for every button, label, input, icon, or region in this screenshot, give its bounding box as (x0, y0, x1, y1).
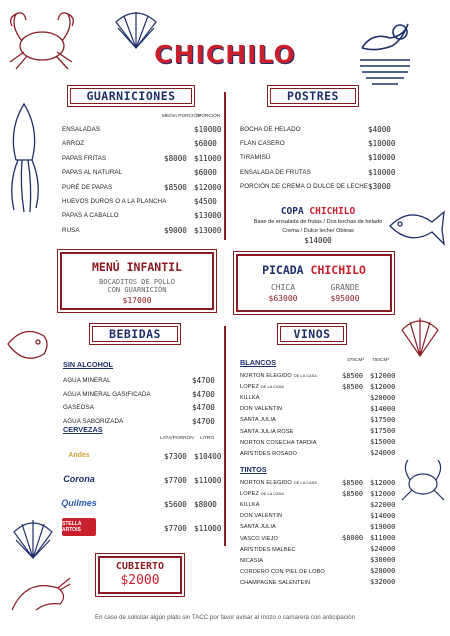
drink-item-name: AGUA MINERAL (63, 377, 111, 384)
menu-item-price: $12000 (194, 182, 222, 192)
footer-note: En caso de solicitar algún plato sin TACC por favor avisar al mozo o camarera con anticipación (94, 614, 356, 621)
wine-item (240, 440, 317, 446)
wine-half-price: $8500 (342, 382, 364, 391)
wine-name: LOPEZ (240, 384, 259, 391)
picada-chica-label: CHICA (270, 283, 296, 292)
wine-item (240, 491, 284, 497)
menu-item-name: FLAN CASERO (240, 140, 285, 148)
beer-lata-price: $7700 (164, 524, 187, 533)
menu-item-price: $6000 (194, 168, 217, 178)
beer-lata-price: $5600 (164, 500, 187, 509)
drink-item-price: $4700 (192, 376, 215, 385)
wine-name: NORTON ELEGIDO (240, 480, 292, 486)
menu-item-half-price: $8500 (164, 182, 187, 192)
wine-half-price: $8500 (342, 478, 364, 487)
column-375: 375CM³ (347, 358, 365, 363)
menu-infantil-line-1: BOCADITOS DE POLLO (99, 278, 175, 286)
wine-item (240, 451, 297, 457)
wine-house-tag: DE LA CASA (293, 481, 318, 485)
beer-brand-logo: STELLA ARTOIS (62, 518, 96, 536)
wine-item (240, 558, 263, 564)
wine-price: $12000 (370, 489, 396, 498)
wine-price: $24000 (370, 449, 396, 458)
drink-item-name: AGUA MINERAL GASIFICADA (63, 390, 151, 398)
wine-price: $17500 (370, 427, 396, 435)
page-title: CHICHILO (154, 40, 296, 69)
picada-title-brand: CHICHILO (310, 263, 366, 277)
wine-item (240, 513, 282, 519)
section-vinos: VINOS (280, 326, 344, 342)
wine-price: $14000 (370, 404, 396, 413)
wine-name: DON VALENTIN (240, 513, 283, 520)
section-postres: POSTRES (270, 88, 356, 104)
divider-top (224, 92, 226, 240)
menu-item-name: PAPAS FRITAS (62, 154, 107, 162)
menu-item-name: HUEVOS DUROS O A LA PLANCHA (62, 198, 167, 205)
picada-grande-label: GRANDE (330, 283, 360, 292)
wine-item (240, 480, 317, 486)
cubierto-label: CUBIERTO (115, 561, 165, 572)
wine-name: NORTON COSECHA TARDIA (240, 439, 317, 446)
wine-name: SANTA JULIA (240, 524, 276, 531)
wine-name: ARISTIDES MALBEC (240, 546, 296, 553)
drink-item-name: GASEOSA (63, 404, 94, 411)
wine-item (240, 580, 310, 586)
wine-price: $20000 (370, 567, 396, 576)
beer-litro-price: $11000 (194, 476, 222, 485)
wine-price: $17500 (370, 415, 396, 424)
drink-item-price: $4700 (192, 403, 215, 412)
wine-name: SANTA JULIA (240, 417, 276, 424)
wine-name: VASCO VIEJO (240, 535, 278, 542)
wine-price: $22000 (370, 500, 396, 509)
menu-item-price: $3000 (368, 181, 391, 191)
copa-description-1: Base de ensalada de frutas / Dos bochas de helado (253, 219, 383, 225)
fish-icon (4, 320, 52, 368)
menu-item-name: ENSALADA DE FRUTAS (240, 168, 311, 176)
menu-infantil-price: $17000 (122, 296, 152, 305)
menu-item-price: $10000 (368, 167, 396, 177)
copa-description-2: Crema / Dulce leche/ Obleas (282, 228, 354, 234)
menu-item-name: PAPAS A CABALLO (62, 212, 119, 220)
wine-name: DON VALENTIN (240, 406, 283, 413)
squid-icon (2, 100, 48, 218)
wine-house-tag: DE LA CASA (293, 374, 318, 378)
section-guarniciones: GUARNICIONES (70, 88, 192, 104)
cubierto-price: $2000 (120, 573, 160, 588)
wine-house-tag: DE LA CASA (260, 385, 285, 390)
menu-item-price: $11000 (194, 153, 222, 163)
drink-item-name: AGUA SABORIZADA (63, 417, 124, 425)
menu-item-name: PAPAS AL NATURAL (62, 169, 123, 177)
divider-bottom (224, 326, 226, 546)
beer-litro-price: $8000 (194, 500, 217, 509)
beer-lata-price: $7300 (164, 452, 187, 461)
wine-name: LOPEZ (240, 491, 259, 498)
copa-price: $14000 (304, 236, 332, 245)
cervezas-title: CERVEZAS (63, 425, 103, 434)
menu-item-price: $10000 (194, 125, 222, 134)
wine-price: $12000 (370, 382, 396, 391)
menu-item-price: $10000 (368, 153, 396, 163)
tintos-title: TINTOS (240, 465, 267, 474)
column-litro: LITRO (200, 436, 215, 441)
shell-icon (398, 314, 442, 360)
copa-title-brand: CHICHILO (309, 206, 356, 217)
menu-item-name: PORCIÓN DE CREMA O DULCE DE LECHE (240, 182, 369, 190)
wine-name: CORDERO CON PIEL DE LOBO (240, 568, 325, 575)
wine-item (240, 524, 276, 530)
beer-litro-price: $10400 (194, 452, 222, 461)
shell-icon (10, 516, 56, 562)
wine-item (240, 395, 260, 401)
drink-item-price: $4700 (192, 416, 215, 426)
picada-box (236, 254, 392, 312)
wine-half-price: $8000 (342, 534, 364, 542)
menu-item-name: BOCHA DE HELADO (240, 126, 301, 133)
wine-half-price: $8500 (342, 489, 364, 498)
wine-item (240, 406, 282, 412)
section-bebidas: BEBIDAS (92, 326, 178, 342)
wine-price: $12000 (370, 371, 396, 380)
wine-price: $32000 (370, 578, 396, 587)
menu-item-price: $4500 (194, 197, 217, 206)
wine-name: CHAMPAGNE SALENTEIN (240, 579, 311, 586)
wine-price: $12000 (370, 478, 396, 487)
column-porcion: PORCIÓN (198, 114, 221, 119)
picada-title-prefix: PICADA (262, 263, 311, 277)
crab-icon (398, 454, 448, 506)
picada-chica-price: $63000 (268, 294, 298, 303)
beer-brand-logo: Andes (68, 451, 90, 459)
column-750: 750CM³ (372, 358, 390, 363)
wine-name: ARISTIDES ROSADO (240, 450, 297, 457)
beer-brand-logo: Quilmes (61, 498, 97, 508)
wine-price: $20000 (370, 393, 396, 402)
menu-infantil-box (60, 252, 214, 310)
menu-item-name: PURÉ DE PAPAS (62, 183, 113, 191)
menu-item-half-price: $8000 (164, 153, 187, 163)
sin-alcohol-title: SIN ALCOHOL (63, 360, 113, 369)
menu-item-price: $13000 (194, 211, 222, 221)
drink-item-price: $4700 (192, 389, 215, 399)
wine-price: $14000 (370, 511, 396, 520)
beer-litro-price: $11000 (194, 524, 222, 533)
wine-price: $24000 (370, 545, 396, 554)
blancos-title: BLANCOS (240, 358, 277, 367)
wine-name: SANTA JULIA ROSE (240, 428, 294, 435)
beer-lata-price: $7700 (164, 476, 187, 485)
menu-item-name: ARROZ (62, 140, 85, 148)
wine-item (240, 429, 293, 435)
cubierto-box (98, 556, 182, 594)
menu-item-name: RUSA (62, 226, 80, 234)
menu-item-price: $4000 (368, 125, 391, 134)
menu-item-name: ENSALADAS (62, 126, 101, 133)
beer-brand-logo: Corona (63, 474, 95, 484)
wine-item (240, 373, 317, 379)
wine-name: NICASIA (240, 557, 264, 564)
wine-house-tag: DE LA CASA (260, 492, 285, 497)
copa-title-prefix: COPA (280, 206, 310, 217)
menu-infantil-line-2: CON GUARNICIÓN (107, 286, 167, 294)
wine-name: NORTON ELEGIDO (240, 373, 292, 379)
column-media-porcion: MEDIA PORCIÓN (162, 114, 201, 119)
menu-item-price: $10000 (368, 139, 396, 149)
wine-item (240, 569, 325, 575)
menu-item-half-price: $9000 (164, 225, 187, 235)
wine-item (240, 547, 296, 553)
menu-item-name: TIRAMISÚ (240, 154, 271, 162)
wine-price: $15000 (370, 438, 396, 447)
menu-item-price: $13000 (194, 225, 222, 235)
wine-item (240, 417, 276, 423)
wine-price: $19000 (370, 522, 396, 531)
picada-grande-price: $95000 (330, 294, 360, 303)
wine-name: KILLKA (240, 502, 260, 509)
column-lata: LATA/PORRON (160, 436, 194, 441)
wine-name: KILLKA (240, 395, 260, 402)
wine-half-price: $8500 (342, 371, 364, 380)
menu-infantil-title: MENÚ INFANTIL (91, 260, 182, 274)
wine-item (240, 384, 284, 390)
picada-title (238, 263, 390, 277)
wine-price: $11000 (370, 534, 396, 542)
copa-title (236, 206, 400, 217)
wine-item (240, 536, 278, 542)
menu-item-price: $6000 (194, 139, 217, 149)
wine-price: $30000 (370, 556, 396, 565)
wine-item (240, 502, 260, 508)
